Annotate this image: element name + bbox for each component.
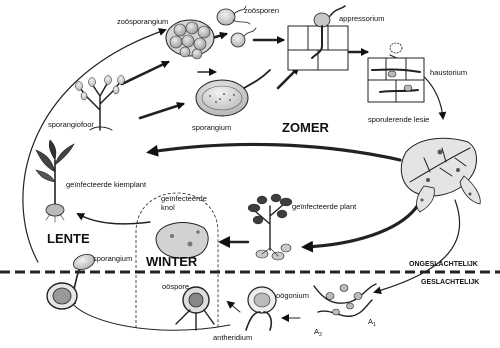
label-geslachtelijk: GESLACHTELIJK: [421, 279, 480, 286]
season-summer: ZOMER: [282, 120, 329, 135]
label-antheridium: antheridium: [213, 333, 253, 342]
label-zoosporen: zoösporen: [244, 6, 280, 15]
label-geinfecteerde-knol-2: knol: [161, 203, 175, 212]
label-sporulerende-lesie: sporulerende lesie: [368, 115, 430, 124]
label-oospore: oöspore: [162, 282, 190, 291]
zoosporangium-illustration: [166, 20, 214, 59]
oospore-illustration: [176, 287, 214, 330]
small-arrows: [122, 34, 367, 318]
label-sporangium-bottom: sporangium: [93, 254, 133, 263]
season-winter: WINTER: [146, 254, 198, 269]
mating-hyphae-illustration: [314, 284, 376, 316]
haustorium-illustration: [368, 43, 424, 102]
label-zoosporangium: zoösporangium: [117, 17, 169, 26]
label-oogonium: oögonium: [276, 291, 309, 300]
oogonium-illustration: [246, 287, 276, 330]
bottom-sporangium-illustration: [47, 252, 97, 309]
label-geinfecteerde-kiemplant: geïnfecteerde kiemplant: [66, 180, 147, 189]
label-sporangiofoor: sporangiofoor: [48, 120, 94, 129]
season-spring: LENTE: [47, 231, 90, 246]
label-a2: $A_2$: [314, 327, 323, 338]
label-appressorium: appressorium: [339, 14, 385, 23]
label-geinfecteerde-plant: geïnfecteerde plant: [292, 202, 357, 211]
infected-plant-illustration: [248, 194, 292, 260]
label-a1: $A_1$: [368, 317, 377, 328]
label-haustorium: haustorium: [430, 68, 468, 77]
infected-leaf-illustration: [401, 138, 480, 212]
sporangium-germinating-illustration: [196, 70, 270, 116]
label-geinfecteerde-knol-1: geïnfecteerde: [161, 194, 207, 203]
label-ongeslachtelijk: ONGESLACHTELIJK: [409, 261, 478, 268]
label-sporangium-top: sporangium: [192, 123, 232, 132]
